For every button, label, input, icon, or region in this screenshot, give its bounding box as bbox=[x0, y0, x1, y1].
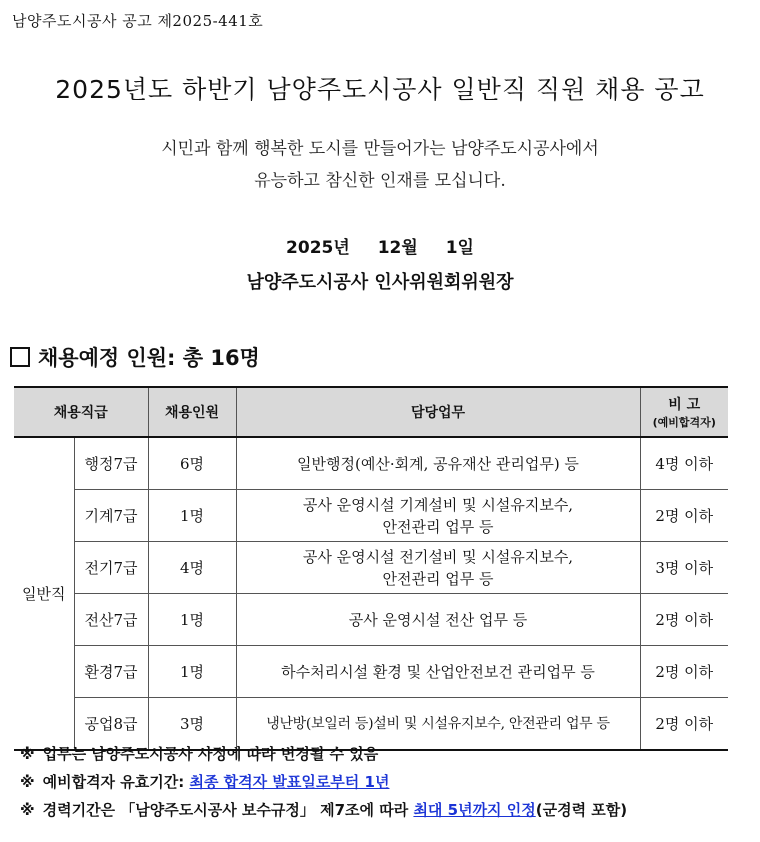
remark-cell: 4명 이하 bbox=[640, 437, 728, 490]
reference-mark-icon: ※ bbox=[20, 773, 35, 791]
notice-number: 남양주도시공사 공고 제2025-441호 bbox=[12, 12, 264, 30]
reference-mark-icon: ※ bbox=[20, 745, 35, 763]
note-text: 업무는 남양주도시공사 사정에 따라 변경될 수 있음 bbox=[42, 745, 379, 763]
duty-line: 냉난방(보일러 등)설비 및 시설유지보수, 안전관리 업무 등 bbox=[266, 715, 610, 732]
count-cell: 1명 bbox=[148, 490, 236, 542]
count-cell: 1명 bbox=[148, 646, 236, 698]
reserve-validity-link[interactable]: 최종 합격자 발표일로부터 1년 bbox=[189, 773, 390, 791]
recruitment-table bbox=[14, 386, 728, 751]
signer: 남양주도시공사 인사위원회위원장 bbox=[246, 272, 514, 293]
grade-cell: 환경7급 bbox=[74, 646, 148, 698]
duty-cell bbox=[236, 542, 640, 594]
table-row bbox=[14, 437, 728, 490]
grade-cell: 기계7급 bbox=[74, 490, 148, 542]
duty-cell bbox=[236, 594, 640, 646]
section-heading bbox=[10, 342, 260, 372]
reference-mark-icon: ※ bbox=[20, 801, 35, 819]
header-count: 채용인원 bbox=[148, 387, 236, 437]
notes bbox=[20, 740, 627, 824]
note-duty-change bbox=[20, 740, 627, 768]
remark-cell: 2명 이하 bbox=[640, 698, 728, 751]
section-title: 채용예정 인원: 총 16명 bbox=[38, 346, 260, 370]
header-remark-label: 비 고 bbox=[668, 397, 701, 413]
grade-cell: 공업8급 bbox=[74, 698, 148, 751]
note-reserve-validity bbox=[20, 768, 627, 796]
table-row bbox=[14, 594, 728, 646]
duty-line: 공사 운영시설 전기설비 및 시설유지보수, bbox=[302, 547, 574, 566]
intro-text bbox=[0, 133, 760, 197]
header-duty: 담당업무 bbox=[236, 387, 640, 437]
count-cell: 1명 bbox=[148, 594, 236, 646]
grade-cell: 전산7급 bbox=[74, 594, 148, 646]
intro-line-1: 시민과 함께 행복한 도시를 만들어가는 남양주도시공사에서 bbox=[161, 139, 599, 159]
duty-cell bbox=[236, 646, 640, 698]
duty-line: 일반행정(예산·회계, 공유재산 관리업무) 등 bbox=[297, 454, 579, 473]
note-text: 예비합격자 유효기간: bbox=[42, 773, 190, 791]
table-row bbox=[14, 542, 728, 594]
remark-cell: 2명 이하 bbox=[640, 490, 728, 542]
table-row bbox=[14, 646, 728, 698]
table-header-row bbox=[14, 387, 728, 437]
table-row bbox=[14, 490, 728, 542]
page-title: 2025년도 하반기 남양주도시공사 일반직 직원 채용 공고 bbox=[55, 75, 705, 104]
duty-line: 안전관리 업무 등 bbox=[382, 569, 494, 588]
header-remark bbox=[640, 387, 728, 437]
duty-cell bbox=[236, 490, 640, 542]
duty-line: 공사 운영시설 기계설비 및 시설유지보수, bbox=[302, 495, 574, 514]
duty-cell bbox=[236, 437, 640, 490]
grade-cell: 행정7급 bbox=[74, 437, 148, 490]
count-cell: 6명 bbox=[148, 437, 236, 490]
note-text: 경력기간은 「남양주도시공사 보수규정」 제7조에 따라 bbox=[42, 801, 414, 819]
duty-line: 공사 운영시설 전산 업무 등 bbox=[348, 610, 528, 629]
note-career-period bbox=[20, 796, 627, 824]
duty-line: 하수처리시설 환경 및 산업안전보건 관리업무 등 bbox=[281, 662, 595, 681]
intro-line-2: 유능하고 참신한 인재를 모십니다. bbox=[254, 171, 506, 191]
count-cell: 3명 bbox=[148, 698, 236, 751]
remark-cell: 2명 이하 bbox=[640, 646, 728, 698]
category-cell: 일반직 bbox=[14, 437, 74, 750]
header-remark-sub: (예비합격자) bbox=[652, 416, 716, 429]
duty-line: 안전관리 업무 등 bbox=[382, 517, 494, 536]
count-cell: 4명 bbox=[148, 542, 236, 594]
announcement-date: 2025년 12월 1일 bbox=[286, 238, 474, 258]
remark-cell: 3명 이하 bbox=[640, 542, 728, 594]
note-text: (군경력 포함) bbox=[535, 801, 628, 819]
checkbox-square-icon bbox=[10, 347, 30, 367]
grade-cell: 전기7급 bbox=[74, 542, 148, 594]
header-grade: 채용직급 bbox=[14, 387, 148, 437]
remark-cell: 2명 이하 bbox=[640, 594, 728, 646]
career-limit-link[interactable]: 최대 5년까지 인정 bbox=[413, 801, 536, 819]
